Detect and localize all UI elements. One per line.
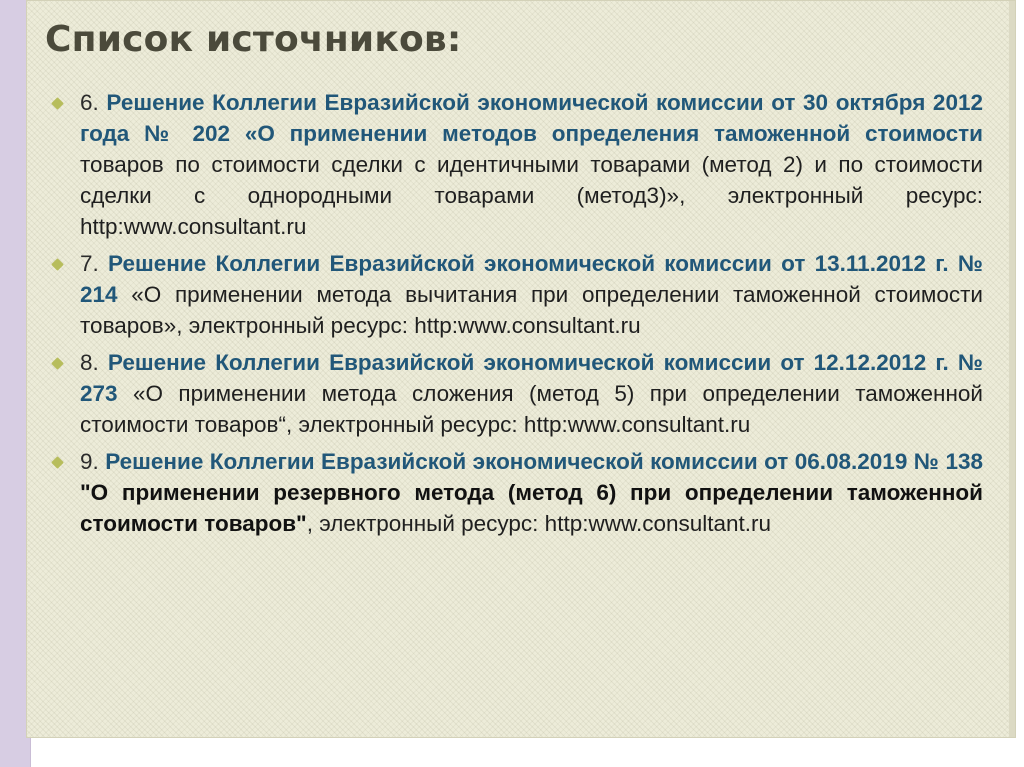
diamond-bullet-icon	[51, 97, 64, 110]
source-document-title: "О применении резервного метода (метод 6) при определении таможенной стоимости товаров"	[80, 480, 983, 536]
source-number: 6.	[80, 90, 99, 115]
source-item-7	[53, 248, 983, 341]
source-number: 7.	[80, 251, 99, 276]
diamond-bullet-icon	[51, 357, 64, 370]
diamond-bullet-icon	[51, 258, 64, 271]
source-description: товаров по стоимости сделки с идентичными товарами (метод 2) и по стоимости сделки с однородными товарами (метод3)», электронный ресурс: http:www.consultant.ru	[80, 152, 983, 239]
source-description: , электронный ресурс: http:www.consultant.ru	[306, 511, 772, 536]
source-reference: Решение Коллегии Евразийской экономической комиссии от 12.12.2012 г. № 273	[80, 350, 983, 406]
slide-right-edge	[1009, 1, 1015, 737]
source-number: 8.	[80, 350, 99, 375]
diamond-bullet-icon	[51, 456, 64, 469]
source-reference: Решение Коллегии Евразийской экономической комиссии от 13.11.2012 г. № 214	[80, 251, 983, 307]
source-item-9	[53, 446, 983, 539]
source-description: «О применении метода сложения (метод 5) при определении таможенной стоимости товаров“, электронный ресурс: http:www.consultant.ru	[80, 381, 983, 437]
source-number: 9.	[80, 449, 99, 474]
source-reference: Решение Коллегии Евразийской экономической комиссии от 30 октября 2012 года № 202 «О применении методов определения таможенной стоимости	[80, 90, 983, 146]
source-description: «О применении метода вычитания при определении таможенной стоимости товаров», электронный ресурс: http:www.consultant.ru	[80, 282, 983, 338]
source-reference: Решение Коллегии Евразийской экономической комиссии от 06.08.2019 № 138	[105, 449, 983, 474]
slide	[26, 0, 1016, 738]
slide-title: Список источников:	[45, 19, 462, 60]
source-list	[53, 87, 983, 539]
source-item-8	[53, 347, 983, 440]
source-item-6	[53, 87, 983, 242]
